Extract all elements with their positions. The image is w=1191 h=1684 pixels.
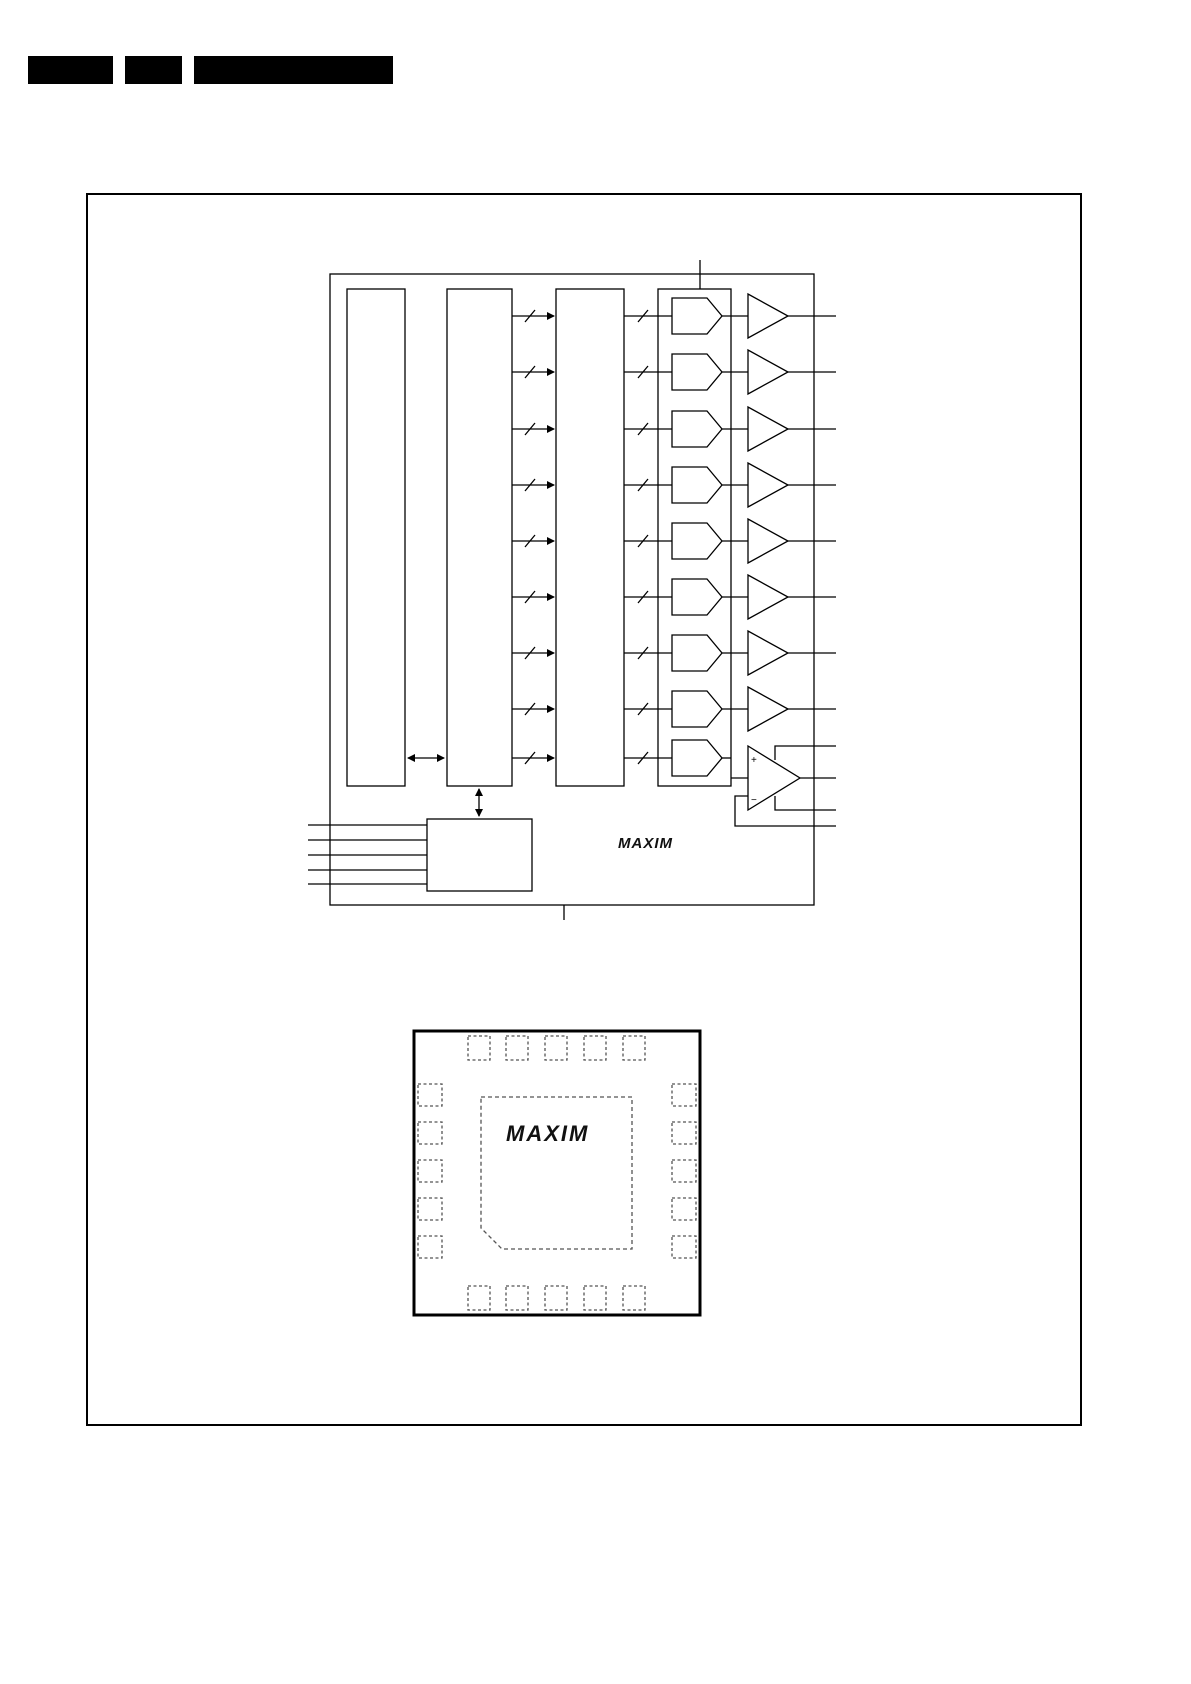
dac-pentagon-icon	[672, 635, 722, 671]
package-pad-right	[672, 1084, 696, 1106]
op-amp-icon	[731, 746, 836, 826]
package-pad-bottom	[468, 1286, 490, 1310]
triangle-buffer-icon	[748, 575, 788, 619]
control-block	[427, 819, 532, 891]
chip-outline	[330, 274, 814, 905]
package-pad-bottom	[506, 1286, 528, 1310]
channel-rows	[512, 294, 836, 776]
dac-pentagon-icon	[672, 523, 722, 559]
dac-pentagon-icon	[672, 354, 722, 390]
package-pad-left	[418, 1122, 442, 1144]
op-amp-minus-line	[775, 796, 836, 810]
package-pad-right	[672, 1236, 696, 1258]
triangle-buffer-icon	[748, 407, 788, 451]
package-diagram	[414, 1031, 700, 1315]
maxim-logo-large: MAXIM	[506, 1121, 590, 1146]
package-pad-left	[418, 1198, 442, 1220]
package-pad-right	[672, 1198, 696, 1220]
plus-sign: +	[751, 755, 757, 766]
package-pad-top	[584, 1036, 606, 1060]
block-diagram	[308, 260, 814, 920]
package-pad-bottom	[584, 1286, 606, 1310]
triangle-buffer-icon	[748, 463, 788, 507]
package-pad-top	[468, 1036, 490, 1060]
dac-pentagon-icon	[672, 691, 722, 727]
triangle-buffer-icon	[748, 294, 788, 338]
package-pad-left	[418, 1084, 442, 1106]
package-pad-bottom	[545, 1286, 567, 1310]
block-column-1	[347, 289, 405, 786]
dac-pentagon-icon	[672, 467, 722, 503]
triangle-buffer-icon	[748, 519, 788, 563]
package-pad-right	[672, 1122, 696, 1144]
dac-pentagon-icon	[672, 740, 722, 776]
triangle-buffer-icon	[748, 350, 788, 394]
dac-pentagon-icon	[672, 298, 722, 334]
triangle-buffer-icon	[748, 631, 788, 675]
package-pad-left	[418, 1236, 442, 1258]
minus-sign: −	[751, 795, 757, 806]
package-outline	[414, 1031, 700, 1315]
package-pad-left	[418, 1160, 442, 1182]
package-pad-top	[545, 1036, 567, 1060]
package-pad-bottom	[623, 1286, 645, 1310]
dac-pentagon-icon	[672, 411, 722, 447]
exposed-pad	[481, 1097, 632, 1249]
dac-pentagon-icon	[672, 579, 722, 615]
package-pad-right	[672, 1160, 696, 1182]
package-pad-top	[506, 1036, 528, 1060]
op-amp-plus-line	[775, 746, 836, 760]
block-column-2	[447, 289, 512, 786]
block-column-3	[556, 289, 624, 786]
triangle-buffer-icon	[748, 687, 788, 731]
package-pad-top	[623, 1036, 645, 1060]
maxim-logo-small: MAXIM	[618, 835, 673, 852]
